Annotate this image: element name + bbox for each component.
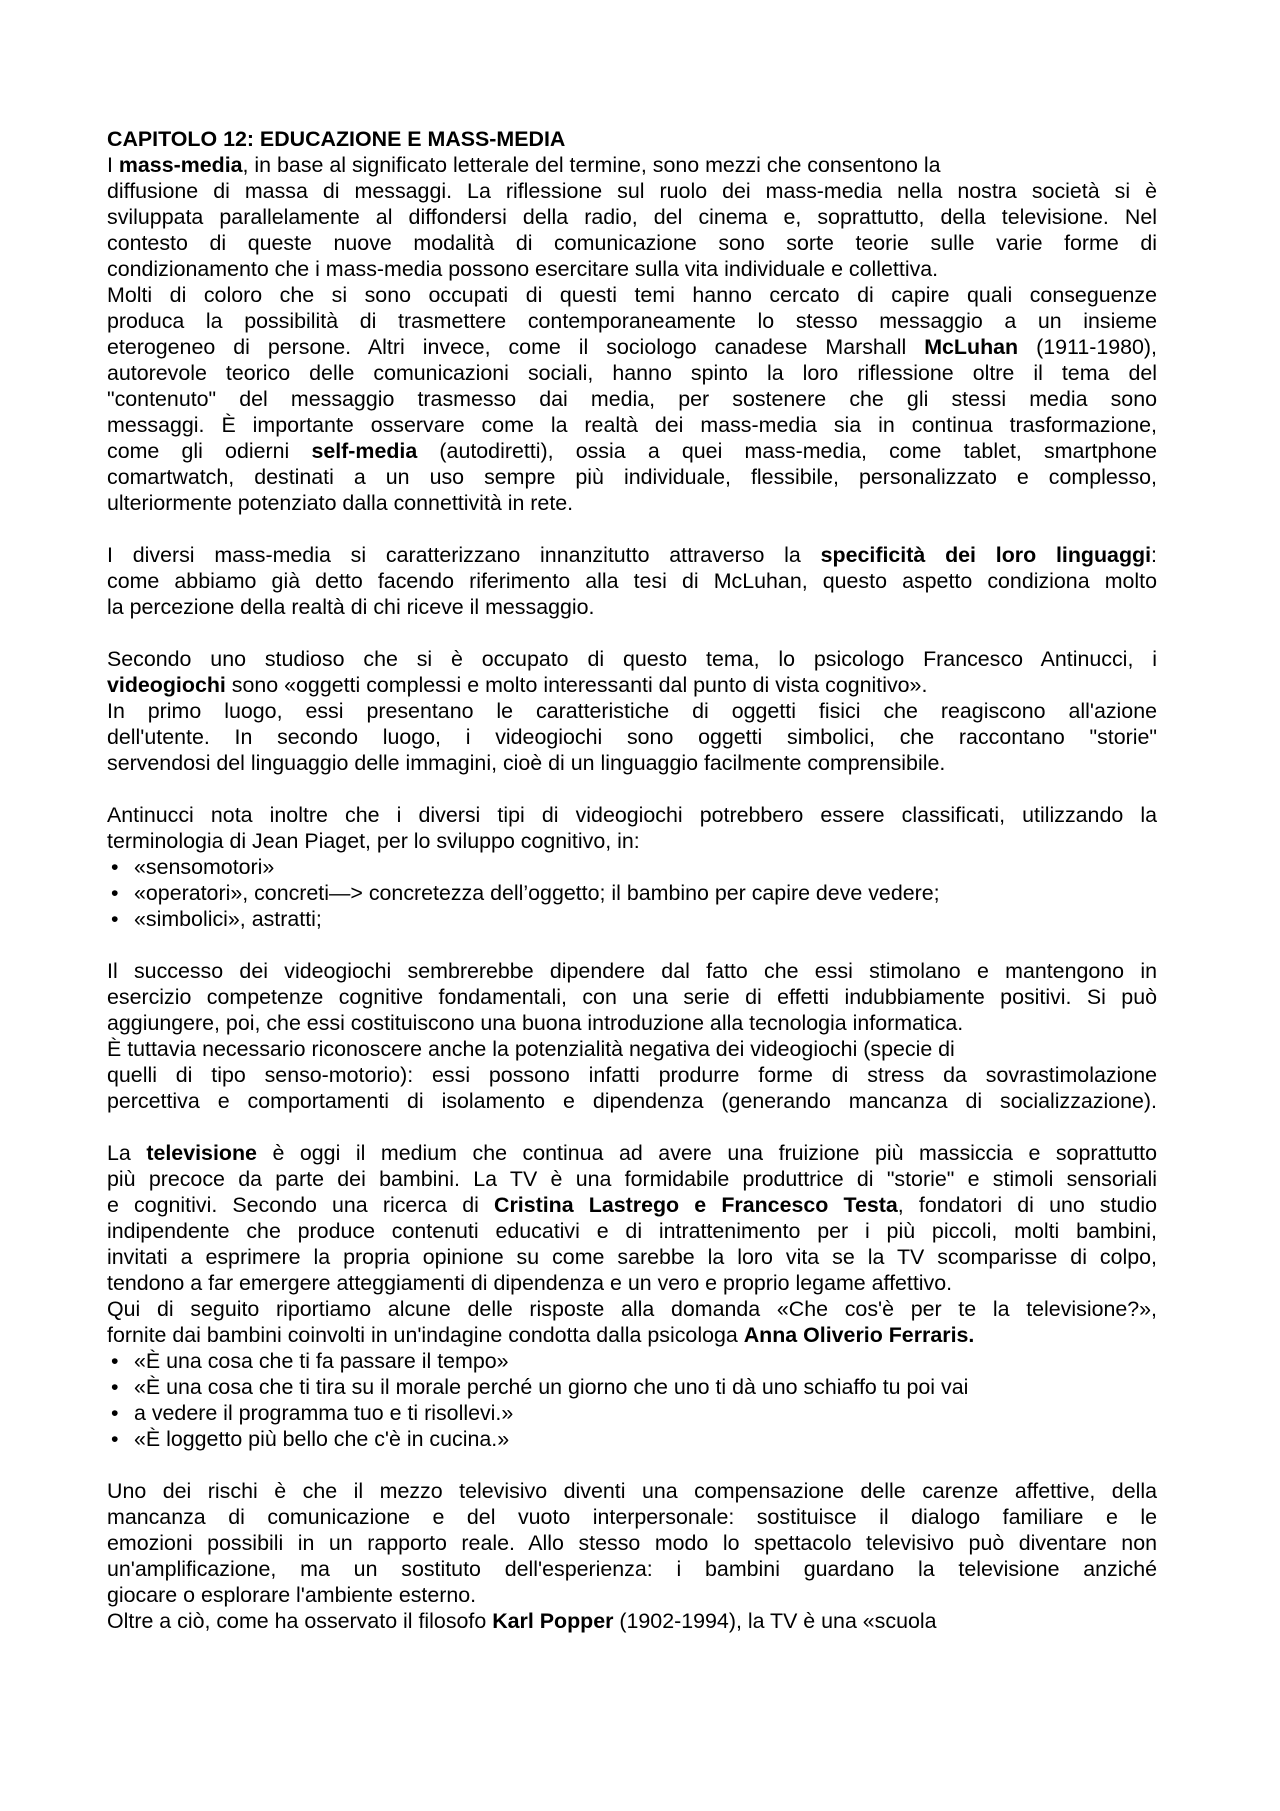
text-run: Molti di coloro che si sono occupati di questi temi hanno cercato di capire quali conseguenze [107, 283, 1157, 307]
text-run: condizionamento che i mass-media possono esercitare sulla vita individuale e collettiva. [107, 257, 939, 281]
paragraph [107, 1140, 1157, 1452]
text-run: «È una cosa che ti tira su il morale perché un giorno che uno ti dà uno schiaffo tu poi vai [134, 1375, 969, 1399]
text-line [107, 1582, 1157, 1608]
bold-text: self-media [311, 439, 418, 463]
text-line [107, 1504, 1157, 1530]
text-line [107, 724, 1157, 750]
text-run: eterogeneo di persone. Altri invece, come il sociologo canadese Marshall [107, 335, 925, 359]
text-line [107, 594, 1157, 620]
bold-text: Karl Popper [492, 1609, 614, 1633]
text-run: Qui di seguito riportiamo alcune delle risposte alla domanda «Che cos'è per te la televisione?», [107, 1297, 1157, 1321]
text-run: I diversi mass-media si caratterizzano innanzitutto attraverso la [107, 543, 821, 567]
text-run: (1902-1994), la TV è una «scuola [613, 1609, 937, 1633]
text-line [107, 1530, 1157, 1556]
text-run: ulteriormente potenziato dalla connettività in rete. [107, 491, 574, 515]
text-line [107, 204, 1157, 230]
text-line [107, 1140, 1157, 1166]
bold-text: televisione [146, 1141, 257, 1165]
text-line [107, 1556, 1157, 1582]
text-run: e cognitivi. Secondo una ricerca di [107, 1193, 494, 1217]
bold-text: specificità dei loro linguaggi [820, 543, 1152, 567]
text-line [107, 1270, 1157, 1296]
bullet-icon: • [111, 1427, 119, 1451]
bullet-icon: • [111, 907, 119, 931]
paragraph [107, 1478, 1157, 1634]
text-run: come gli odierni [107, 439, 312, 463]
bold-text: McLuhan [924, 335, 1019, 359]
section-heading [107, 126, 1157, 152]
text-line [107, 984, 1157, 1010]
text-line [107, 438, 1157, 464]
text-run: come abbiamo già detto facendo riferimento alla tesi di McLuhan, questo aspetto condiziona molto [107, 569, 1157, 593]
text-line [107, 282, 1157, 308]
text-run: terminologia di Jean Piaget, per lo sviluppo cognitivo, in: [107, 829, 640, 853]
paragraph [107, 958, 1157, 1114]
text-run: un'amplificazione, ma un sostituto dell'esperienza: i bambini guardano la televisione anziché [107, 1557, 1157, 1581]
text-line [107, 152, 1157, 178]
text-line [107, 672, 1157, 698]
text-line [107, 1218, 1157, 1244]
text-run: , in base al significato letterale del termine, sono mezzi che consentono la [242, 153, 941, 177]
text-run: : [1151, 543, 1157, 567]
text-run: aggiungere, poi, che essi costituiscono una buona introduzione alla tecnologia informatica. [107, 1011, 964, 1035]
bold-text: Anna Oliverio Ferraris. [743, 1323, 975, 1347]
text-run: percettiva e comportamenti di isolamento e dipendenza (generando mancanza di socializzazione). [107, 1089, 1157, 1113]
text-line [107, 308, 1157, 334]
text-run: autorevole teorico delle comunicazioni sociali, hanno spinto la loro riflessione oltre il tema del [107, 361, 1157, 385]
text-run: emozioni possibili in un rapporto reale. Allo stesso modo lo spettacolo televisivo può diventare non [107, 1531, 1157, 1555]
bullet-line [107, 880, 1157, 906]
text-run: «operatori», concreti—> concretezza dell’oggetto; il bambino per capire deve vedere; [134, 881, 940, 905]
text-run: diffusione di massa di messaggi. La riflessione sul ruolo dei mass-media nella nostra società si è [107, 179, 1157, 203]
bold-text: Cristina Lastrego e Francesco Testa [494, 1193, 898, 1217]
text-run: mancanza di comunicazione e del vuoto interpersonale: sostituisce il dialogo familiare e le [107, 1505, 1157, 1529]
text-line [107, 542, 1157, 568]
text-run: «simbolici», astratti; [134, 907, 322, 931]
text-run: indipendente che produce contenuti educativi e di intrattenimento per i più piccoli, molti bambini, [107, 1219, 1157, 1243]
bold-text: videogiochi [107, 673, 226, 697]
text-line [107, 646, 1157, 672]
text-line [107, 1296, 1157, 1322]
text-run: esercizio competenze cognitive fondamentali, con una serie di effetti indubbiamente positivi. Si può [107, 985, 1157, 1009]
text-line [107, 958, 1157, 984]
text-run: Il successo dei videogiochi sembrerebbe dipendere dal fatto che essi stimolano e mantengono in [107, 959, 1157, 983]
text-run: contesto di queste nuove modalità di comunicazione sono sorte teorie sulle varie forme di [107, 231, 1157, 255]
text-line [107, 1088, 1157, 1114]
text-run: Secondo uno studioso che si è occupato di questo tema, lo psicologo Francesco Antinucci, i [107, 647, 1157, 671]
bold-text: mass-media [118, 153, 243, 177]
text-run: sviluppata parallelamente al diffondersi della radio, del cinema e, soprattutto, della televisione. Nel [107, 205, 1157, 229]
text-line [107, 1036, 1157, 1062]
text-line [107, 412, 1157, 438]
bullet-icon: • [111, 1375, 119, 1399]
text-run: La [107, 1141, 147, 1165]
paragraph [107, 542, 1157, 620]
text-line [107, 1062, 1157, 1088]
bullet-line [107, 1374, 1157, 1400]
text-run: a vedere il programma tuo e ti risollevi.» [134, 1401, 514, 1425]
text-line [107, 178, 1157, 204]
text-line [107, 698, 1157, 724]
text-run: dell'utente. In secondo luogo, i videogiochi sono oggetti simbolici, che raccontano "storie" [107, 725, 1157, 749]
text-line [107, 1608, 1157, 1634]
text-line [107, 750, 1157, 776]
text-line [107, 1166, 1157, 1192]
text-line [107, 464, 1157, 490]
text-run: Oltre a ciò, come ha osservato il filosofo [107, 1609, 493, 1633]
bullet-line [107, 1348, 1157, 1374]
text-run: «È loggetto più bello che c'è in cucina.» [134, 1427, 510, 1451]
text-run: produca la possibilità di trasmettere contemporaneamente lo stesso messaggio a un insieme [107, 309, 1157, 333]
text-run: «È una cosa che ti fa passare il tempo» [134, 1349, 509, 1373]
bullet-icon: • [111, 1401, 119, 1425]
bullet-line [107, 906, 1157, 932]
text-run: tendono a far emergere atteggiamenti di dipendenza e un vero e proprio legame affettivo. [107, 1271, 953, 1295]
text-line [107, 1478, 1157, 1504]
text-run: I [107, 153, 119, 177]
text-line [107, 386, 1157, 412]
bullet-icon: • [111, 881, 119, 905]
text-run: più precoce da parte dei bambini. La TV è una formidabile produttrice di "storie" e stimoli sensoriali [107, 1167, 1157, 1191]
text-run: «sensomotori» [134, 855, 275, 879]
text-run: In primo luogo, essi presentano le caratteristiche di oggetti fisici che reagiscono all'azione [107, 699, 1157, 723]
text-run: (autodiretti), ossia a quei mass-media, come tablet, smartphone [417, 439, 1157, 463]
text-line [107, 1322, 1157, 1348]
bullet-line [107, 854, 1157, 880]
text-run: giocare o esplorare l'ambiente esterno. [107, 1583, 477, 1607]
bold-text: CAPITOLO 12: EDUCAZIONE E MASS-MEDIA [107, 127, 566, 151]
text-run: fornite dai bambini coinvolti in un'indagine condotta dalla psicologa [107, 1323, 744, 1347]
text-line [107, 828, 1157, 854]
text-run: quelli di tipo senso-motorio): essi possono infatti produrre forme di stress da sovrastimolazione [107, 1063, 1157, 1087]
text-line [107, 230, 1157, 256]
text-line [107, 1192, 1157, 1218]
text-line [107, 256, 1157, 282]
text-run: la percezione della realtà di chi riceve il messaggio. [107, 595, 595, 619]
text-line [107, 1010, 1157, 1036]
text-run: messaggi. È importante osservare come la realtà dei mass-media sia in continua trasformazione, [107, 413, 1157, 437]
text-line [107, 802, 1157, 828]
text-run: (1911-1980), [1018, 335, 1157, 359]
text-line [107, 334, 1157, 360]
bullet-icon: • [111, 855, 119, 879]
text-run: , fondatori di uno studio [897, 1193, 1157, 1217]
text-run: È tuttavia necessario riconoscere anche la potenzialità negativa dei videogiochi (specie di [107, 1037, 955, 1061]
paragraph [107, 802, 1157, 932]
bullet-icon: • [111, 1349, 119, 1373]
paragraph [107, 646, 1157, 776]
text-line [107, 360, 1157, 386]
text-run: Antinucci nota inoltre che i diversi tipi di videogiochi potrebbero essere classificati, utilizzando la [107, 803, 1157, 827]
text-run: è oggi il medium che continua ad avere una fruizione più massiccia e soprattutto [256, 1141, 1157, 1165]
text-run: sono «oggetti complessi e molto interessanti dal punto di vista cognitivo». [225, 673, 928, 697]
text-run: servendosi del linguaggio delle immagini, cioè di un linguaggio facilmente comprensibile. [107, 751, 946, 775]
text-line [107, 126, 1157, 152]
text-run: Uno dei rischi è che il mezzo televisivo diventi una compensazione delle carenze affettive, della [107, 1479, 1157, 1503]
text-run: "contenuto" del messaggio trasmesso dai media, per sostenere che gli stessi media sono [107, 387, 1157, 411]
text-line [107, 1244, 1157, 1270]
text-run: invitati a esprimere la propria opinione su come sarebbe la loro vita se la TV scomparisse di colpo, [107, 1245, 1157, 1269]
text-line [107, 568, 1157, 594]
text-run: comartwatch, destinati a un uso sempre più individuale, flessibile, personalizzato e complesso, [107, 465, 1157, 489]
text-line [107, 490, 1157, 516]
bullet-line [107, 1400, 1157, 1426]
bullet-line [107, 1426, 1157, 1452]
paragraph [107, 152, 1157, 516]
document-content [107, 126, 1157, 1634]
